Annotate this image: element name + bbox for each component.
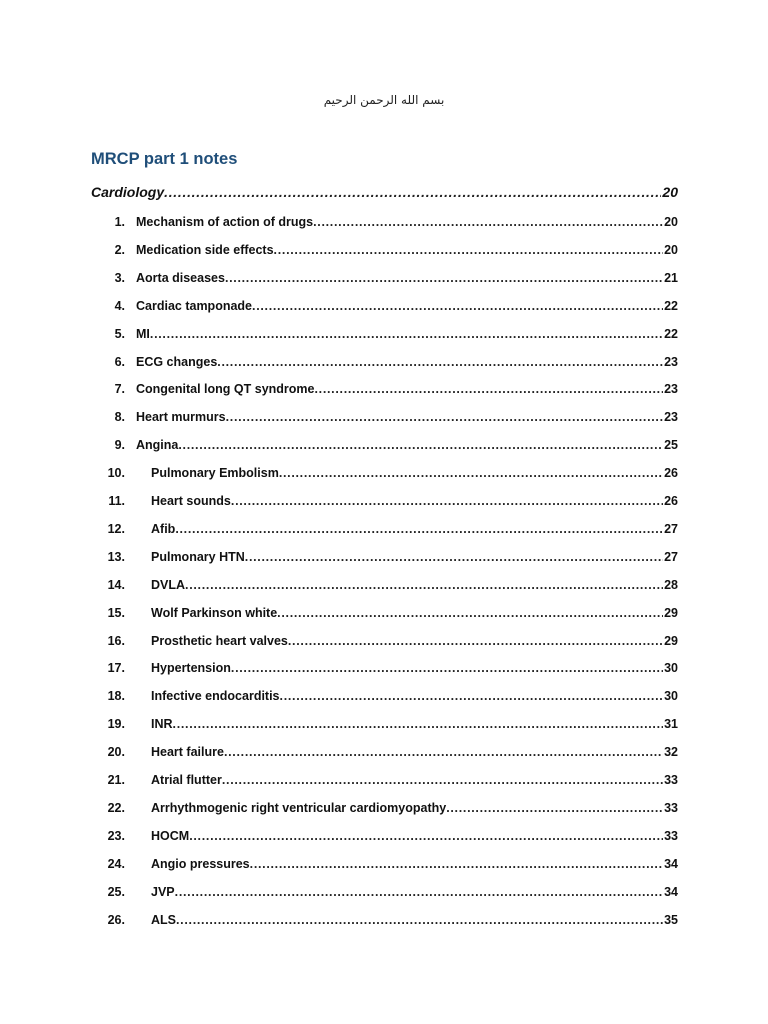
toc-dot-leader	[250, 854, 663, 874]
toc-entry[interactable]	[91, 770, 678, 790]
toc-entry[interactable]	[91, 910, 678, 930]
toc-entry-title: HOCM	[151, 828, 190, 843]
toc-entry-page: 34	[664, 856, 678, 871]
toc-entry-number: 15.	[107, 605, 125, 620]
toc-entry-title: Cardiac tamponade	[136, 298, 253, 313]
toc-entry-number: 13.	[107, 549, 125, 564]
toc-entry-page: 33	[664, 800, 678, 815]
toc-entry-title: Infective endocarditis	[151, 689, 280, 704]
toc-entry-page: 33	[664, 773, 678, 787]
toc-entry-page: 21	[664, 270, 678, 285]
toc-entry-title: Medication side effects	[136, 242, 274, 257]
toc-entry-page: 35	[664, 912, 678, 927]
toc-dot-leader	[217, 352, 663, 372]
toc-dot-leader	[178, 435, 663, 455]
toc-entry[interactable]	[91, 742, 678, 762]
toc-section-title: Cardiology	[91, 184, 165, 200]
toc-entry[interactable]	[91, 491, 678, 511]
toc-entry-title: Hypertension	[151, 661, 231, 676]
toc-entry[interactable]	[91, 603, 678, 623]
toc-entry[interactable]	[91, 352, 678, 372]
toc-entry-page: 27	[664, 549, 678, 564]
toc-entry[interactable]	[91, 882, 678, 902]
toc-entry-title: Pulmonary Embolism	[151, 466, 279, 481]
toc-entry-page: 20	[664, 242, 678, 257]
toc-entry-title: Mechanism of action of drugs	[136, 215, 314, 229]
toc-dot-leader	[150, 324, 663, 344]
toc-dot-leader	[231, 658, 663, 678]
toc-entry-page: 29	[664, 633, 678, 648]
toc-entry-title: Angina	[136, 438, 179, 453]
toc-entry[interactable]	[91, 268, 678, 288]
toc-entry-title: Angio pressures	[151, 856, 250, 871]
toc-dot-leader	[314, 379, 663, 399]
toc-entry-number: 6.	[114, 354, 125, 369]
toc-entry-number: 16.	[107, 633, 125, 648]
toc-dot-leader	[176, 910, 663, 930]
toc-entry-page: 20	[664, 215, 678, 229]
toc-entry[interactable]	[91, 658, 678, 678]
toc-dot-leader	[279, 463, 663, 483]
toc-entry-title: INR	[151, 717, 173, 732]
toc-entry-page: 22	[664, 298, 678, 313]
toc-dot-leader	[175, 519, 663, 539]
toc-dot-leader	[173, 714, 664, 734]
toc-dot-leader	[231, 491, 663, 511]
toc-entry-title: Heart sounds	[151, 494, 231, 508]
toc-entry-title: JVP	[151, 884, 175, 899]
toc-entry-number: 17.	[107, 661, 125, 676]
toc-entry-number: 7.	[114, 382, 125, 397]
toc-entry-page: 23	[664, 382, 678, 397]
toc-entry-title: DVLA	[151, 577, 186, 592]
toc-entry-page: 23	[664, 410, 678, 425]
toc-entry-number: 19.	[107, 717, 125, 732]
toc-entry[interactable]	[91, 324, 678, 344]
toc-entry[interactable]	[91, 240, 678, 260]
toc-entry-page: 30	[664, 689, 678, 704]
toc-entry-number: 2.	[114, 242, 125, 257]
toc-dot-leader	[245, 547, 663, 567]
toc-section-cardiology[interactable]	[91, 182, 678, 202]
toc-entry-number: 24.	[107, 856, 125, 871]
toc-entry-title: Heart murmurs	[136, 410, 226, 425]
toc-entry-number: 4.	[114, 298, 125, 313]
toc-entry[interactable]	[91, 854, 678, 874]
toc-dot-leader	[446, 798, 663, 818]
toc-entry-number: 18.	[107, 689, 125, 704]
toc-entry-page: 25	[664, 438, 678, 453]
toc-entry-page: 32	[664, 745, 678, 760]
toc-entry-page: 34	[664, 884, 678, 899]
toc-entry-page: 30	[664, 661, 678, 676]
toc-entry[interactable]	[91, 547, 678, 567]
toc-entry-title: MI	[136, 326, 150, 341]
toc-entry-title: Prosthetic heart valves	[151, 633, 288, 648]
toc-entry[interactable]	[91, 463, 678, 483]
toc-dot-leader	[189, 826, 663, 846]
toc-entry-number: 23.	[107, 828, 125, 843]
toc-entry-title: ALS	[151, 912, 176, 927]
toc-entry[interactable]	[91, 631, 678, 651]
toc-entry-page: 26	[664, 466, 678, 481]
toc-entry-title: Arrhythmogenic right ventricular cardiomyopathy	[151, 800, 447, 815]
toc-entry-title: ECG changes	[136, 354, 218, 369]
toc-entry-title: Congenital long QT syndrome	[136, 382, 315, 397]
toc-entry-number: 8.	[114, 410, 125, 425]
toc-entry-number: 10.	[107, 466, 125, 481]
toc-entry-page: 33	[664, 828, 678, 843]
toc-dot-leader	[225, 268, 663, 288]
toc-dot-leader	[277, 603, 663, 623]
toc-entry[interactable]	[91, 379, 678, 399]
document-title: MRCP part 1 notes	[91, 150, 238, 168]
toc-entry-number: 25.	[107, 884, 125, 899]
toc-dot-leader	[224, 742, 663, 762]
toc-section-page: 20	[662, 184, 678, 200]
toc-entry[interactable]	[91, 435, 678, 455]
toc-dot-leader	[164, 182, 661, 202]
toc-entry[interactable]	[91, 714, 678, 734]
toc-entry-title: Afib	[151, 521, 176, 536]
toc-entry-number: 3.	[114, 270, 125, 285]
toc-dot-leader	[175, 882, 663, 902]
toc-entry[interactable]	[91, 798, 678, 818]
toc-dot-leader	[252, 296, 663, 316]
toc-entry[interactable]	[91, 575, 678, 595]
basmala-line: بسم الله الرحمن الرحيم	[323, 93, 445, 107]
toc-entry[interactable]	[91, 826, 678, 846]
toc-dot-leader	[274, 240, 664, 260]
toc-entry-page: 22	[664, 326, 678, 341]
toc-entry[interactable]	[91, 407, 678, 427]
toc-entry-number: 11.	[108, 494, 125, 508]
toc-entry-page: 23	[664, 354, 678, 369]
toc-entry[interactable]	[91, 296, 678, 316]
toc-entry-page: 29	[664, 605, 678, 620]
toc-entry-number: 9.	[114, 438, 125, 453]
toc-entry[interactable]	[91, 212, 678, 232]
toc-entry[interactable]	[91, 686, 678, 706]
toc-entry-number: 14.	[107, 577, 125, 592]
toc-entry-title: Atrial flutter	[151, 773, 222, 787]
toc-entry-number: 5.	[114, 326, 125, 341]
toc-entry-page: 27	[664, 521, 678, 536]
toc-entry-number: 1.	[114, 215, 125, 229]
toc-entry-number: 22.	[107, 800, 125, 815]
toc-entry-number: 21.	[107, 773, 125, 787]
toc-entry-number: 12.	[107, 521, 125, 536]
toc-entry-page: 28	[664, 577, 678, 592]
toc-entry-title: Pulmonary HTN	[151, 549, 245, 564]
toc-dot-leader	[288, 631, 663, 651]
toc-dot-leader	[280, 686, 664, 706]
toc-entry-page: 26	[664, 494, 678, 508]
toc-dot-leader	[226, 407, 663, 427]
toc-entry-page: 31	[664, 717, 678, 732]
toc-entry[interactable]	[91, 519, 678, 539]
toc-entry-title: Aorta diseases	[136, 270, 225, 285]
toc-dot-leader	[222, 770, 663, 790]
toc-entry-number: 20.	[107, 745, 125, 760]
toc-entry-title: Wolf Parkinson white	[151, 605, 278, 620]
toc-entry-title: Heart failure	[151, 745, 224, 760]
toc-dot-leader	[313, 212, 663, 232]
toc-dot-leader	[185, 575, 663, 595]
toc-entry-number: 26.	[107, 912, 125, 927]
